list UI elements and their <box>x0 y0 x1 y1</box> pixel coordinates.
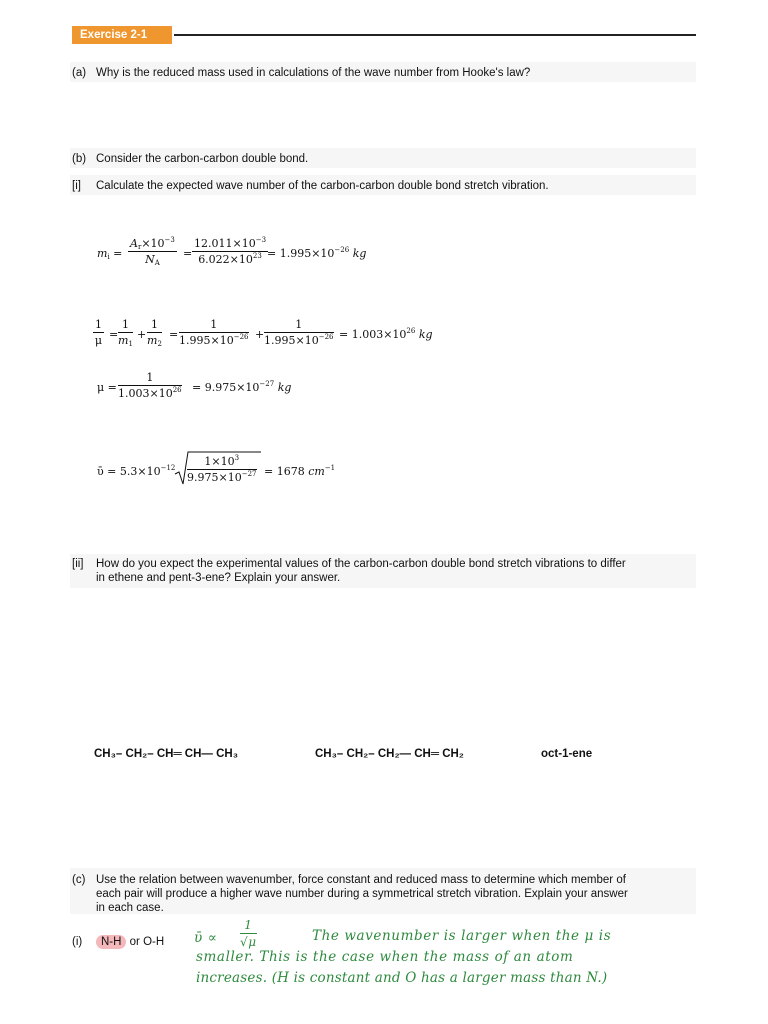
eq1-frac2: $\frac{12.011\times 10^{-3}}{6.022\times 10^{23}}$ <box>194 236 267 266</box>
question-c-i <box>72 935 164 949</box>
question-b-ii-line2: in ethene and pent-3-ene? Explain your answer. <box>96 572 341 584</box>
header-rule <box>174 34 696 36</box>
structure-pent-3-ene: CH₃– CH₂– CH═ CH— CH₃ <box>94 748 239 760</box>
question-b-i-text: Calculate the expected wave number of the carbon-carbon double bond stretch vibration. <box>96 180 549 192</box>
question-c-i-label: (i) <box>72 936 83 948</box>
question-b-i-label: [i] <box>72 180 81 192</box>
question-b-ii-line1: How do you expect the experimental values of the carbon-carbon double bond stretch vibrations to differ <box>96 558 626 570</box>
question-c-line2: each pair will produce a higher wave number during a symmetrical stretch vibration. Explain your answer <box>96 888 628 900</box>
question-c-i-connector: or <box>129 936 140 948</box>
question-a-label: (a) <box>72 67 87 79</box>
question-b-i <box>72 179 549 193</box>
structure-oct-1-ene-name: oct-1-ene <box>541 748 593 760</box>
question-c <box>72 873 628 915</box>
question-b-ii-label: [ii] <box>72 558 84 570</box>
question-c-i-option2: O-H <box>143 936 165 948</box>
answer-highlight: N-H <box>96 935 126 949</box>
question-a-text: Why is the reduced mass used in calculations of the wave number from Hooke's law? <box>96 67 531 79</box>
handwritten-line-3: increases. (H is constant and O has a larger mass than N.) <box>196 970 608 986</box>
eq1-frac1: $\frac{A_r\times 10^{-3}}{N_A}$ <box>130 236 175 267</box>
handwritten-line-1: The wavenumber is larger when the μ is <box>312 928 612 944</box>
question-c-line3: in each case. <box>96 902 164 914</box>
exercise-badge: Exercise 2-1 <box>72 26 172 44</box>
question-a <box>72 66 530 80</box>
handwritten-fraction: $\frac{1}{√\mu}$ <box>240 918 257 949</box>
question-b-label: (b) <box>72 153 87 165</box>
handwritten-proportionality: ῡ ∝ <box>194 930 218 946</box>
question-c-line1: Use the relation between wavenumber, force constant and reduced mass to determine which member of <box>96 874 626 886</box>
question-b <box>72 152 308 166</box>
question-b-text: Consider the carbon-carbon double bond. <box>96 153 309 165</box>
eq2-frac-d1: $\frac{1}{1.995\times 10^{-26}}$ <box>179 318 249 347</box>
eq2-frac-d2: $\frac{1}{1.995\times 10^{-26}}$ <box>264 318 334 347</box>
question-b-ii <box>72 557 626 585</box>
structure-pent-1-ene: CH₃– CH₂– CH₂— CH═ CH₂ <box>315 748 464 760</box>
question-c-label: (c) <box>72 874 86 886</box>
handwritten-line-2: smaller. This is the case when the mass of an atom <box>196 949 574 965</box>
